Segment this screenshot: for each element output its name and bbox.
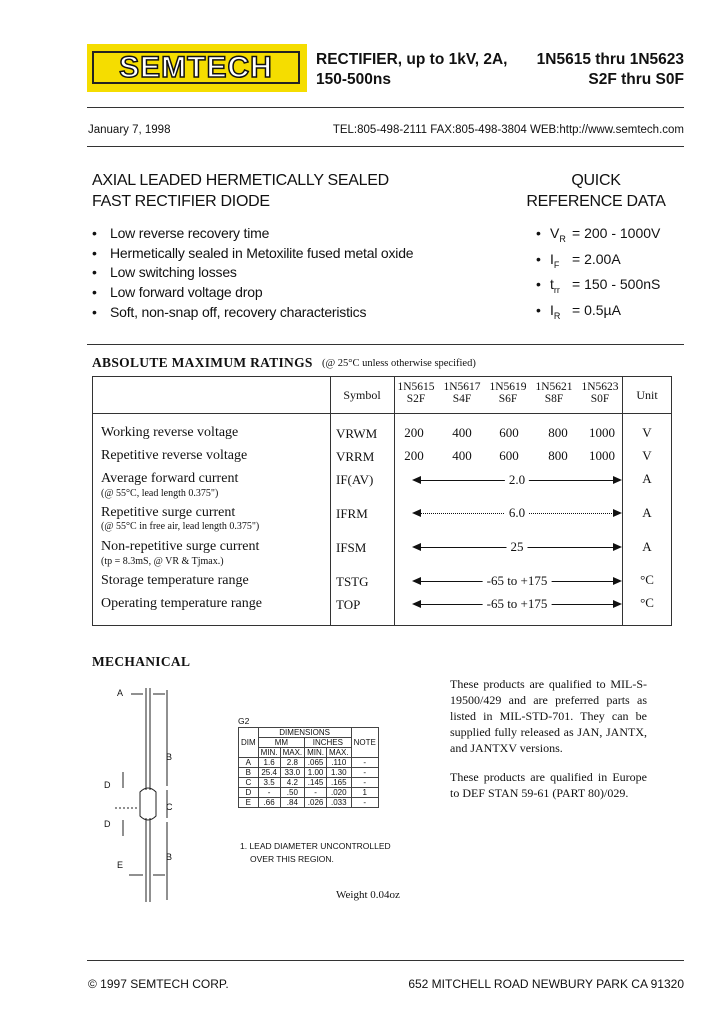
quick-reference-title [520, 170, 672, 212]
part-alias: S4F [452, 393, 472, 405]
table-cell: 3.5 [258, 778, 280, 788]
span-arrow [412, 573, 622, 589]
param-symbol: TSTG [336, 574, 369, 589]
part-number: 1N5619 [489, 381, 527, 393]
param-value: 1000 [589, 448, 615, 463]
company-address: 652 MITCHELL ROAD NEWBURY PARK CA 91320 [408, 977, 684, 991]
param-value: 200 [404, 448, 424, 463]
arrow-right-icon [613, 509, 622, 517]
table-cell: .165 [327, 778, 352, 788]
param-value: 200 [404, 425, 424, 440]
param-value: 800 [548, 448, 568, 463]
table-cell: 1 [351, 788, 378, 798]
table-cell: .033 [327, 798, 352, 808]
dim-label: B [166, 752, 173, 762]
table-cell: C [239, 778, 259, 788]
feature-item: • Low forward voltage drop [92, 283, 413, 303]
part-range-2: S2F thru S0F [588, 71, 684, 88]
description-line-1: AXIAL LEADED HERMETICALLY SEALED [92, 172, 389, 189]
param-condition: (tp = 8.3mS, @ VR & Tjmax.) [101, 556, 224, 567]
table-row [239, 788, 379, 798]
dimensions-table [238, 727, 379, 808]
table-cell: - [351, 758, 378, 768]
dim-label: D [104, 780, 111, 790]
quick-symbol: t [550, 276, 554, 292]
ratings-title: ABSOLUTE MAXIMUM RATINGS [92, 355, 313, 370]
part-range-1: 1N5615 thru 1N5623 [536, 51, 684, 68]
feature-item: • Low switching losses [92, 263, 413, 283]
part-alias: S0F [590, 393, 610, 405]
title-line-2: 150-500ns [316, 71, 391, 88]
param-value: 600 [499, 448, 519, 463]
quick-subscript: rr [553, 284, 560, 295]
quick-item [536, 250, 660, 276]
dim-label: C [166, 802, 173, 812]
min-header: MIN. [258, 748, 280, 758]
param-symbol: IFRM [336, 506, 368, 521]
dim-label: E [117, 860, 124, 870]
ratings-condition: (@ 25°C unless otherwise specified) [322, 358, 476, 369]
section-divider [87, 344, 684, 345]
note-line: OVER THIS REGION. [250, 854, 334, 864]
dim-header: DIM [239, 728, 259, 758]
table-row [239, 778, 379, 788]
inches-header: INCHES [305, 738, 351, 748]
span-arrow [412, 539, 622, 555]
param-label: Operating temperature range [101, 596, 262, 611]
param-unit: °C [640, 572, 654, 587]
span-value: 2.0 [505, 472, 529, 488]
quick-item [536, 224, 660, 250]
table-cell: .026 [305, 798, 327, 808]
table-cell: .66 [258, 798, 280, 808]
dim-label: D [104, 819, 111, 829]
quick-symbol: I [550, 250, 554, 267]
table-cell: 1.00 [305, 768, 327, 778]
part-number: 1N5615 [397, 381, 435, 393]
quick-reference-list [536, 224, 660, 326]
span-arrow [412, 505, 622, 521]
contact-info: TEL:805-498-2111 FAX:805-498-3804 WEB:http://www.semtech.com [332, 124, 684, 136]
europe-qualification-text: These products are qualified in Europe to DEF STAN 59-61 (PART 80)/029. [450, 770, 647, 800]
param-unit: A [642, 505, 652, 520]
table-cell: 1.6 [258, 758, 280, 768]
description-line-2: FAST RECTIFIER DIODE [92, 193, 270, 210]
arrow-left-icon [412, 476, 421, 484]
arrow-left-icon [412, 509, 421, 517]
table-cell: A [239, 758, 259, 768]
product-description [92, 170, 389, 212]
part-header [440, 381, 484, 405]
quick-subscript: F [553, 259, 560, 270]
table-cell: D [239, 788, 259, 798]
quick-value: = 200 - 1000V [572, 225, 661, 241]
param-unit: °C [640, 595, 654, 610]
copyright: © 1997 SEMTECH CORP. [88, 977, 229, 991]
part-header [532, 381, 576, 405]
table-cell: B [239, 768, 259, 778]
part-header [394, 381, 438, 405]
param-value: 1000 [589, 425, 615, 440]
span-value: -65 to +175 [483, 573, 552, 589]
table-cell: 33.0 [280, 768, 305, 778]
span-value: 6.0 [505, 505, 529, 521]
part-header [486, 381, 530, 405]
part-header [578, 381, 622, 405]
param-value: 400 [452, 425, 472, 440]
param-symbol: VRWM [336, 426, 378, 441]
table-cell: .065 [305, 758, 327, 768]
quick-value: = 2.00A [572, 250, 621, 267]
table-row [239, 768, 379, 778]
table-row [239, 798, 379, 808]
table-cell: 4.2 [280, 778, 305, 788]
dim-label: B [166, 852, 173, 862]
param-symbol: TOP [336, 597, 361, 612]
part-number: 1N5617 [443, 381, 481, 393]
param-label: Storage temperature range [101, 573, 249, 588]
arrow-right-icon [613, 543, 622, 551]
quick-subscript: R [559, 233, 566, 244]
package-weight: Weight 0.04oz [336, 889, 400, 901]
quick-value: = 150 - 500nS [572, 276, 661, 292]
table-row [239, 728, 379, 738]
document-title [316, 50, 508, 90]
part-number: 1N5623 [581, 381, 619, 393]
header-divider [87, 107, 684, 108]
arrow-left-icon [412, 577, 421, 585]
param-unit: V [642, 425, 652, 440]
quick-item [536, 275, 660, 301]
dimensions-header: DIMENSIONS [258, 728, 351, 738]
param-label: Repetitive reverse voltage [101, 448, 248, 463]
package-code: G2 [238, 716, 250, 726]
quick-value: = 0.5µA [572, 301, 621, 318]
qualification-text: These products are qualified to MIL-S-19500/429 and are preferred parts as listed in MIL-STD-701. They can be supplied fully released as JAN, JANTX, and JANTXV versions. [450, 677, 647, 755]
table-row [239, 758, 379, 768]
table-cell: - [351, 768, 378, 778]
table-cell: 25.4 [258, 768, 280, 778]
table-cell: .50 [280, 788, 305, 798]
symbol-header: Symbol [343, 388, 381, 402]
span-value: 25 [507, 539, 528, 555]
param-symbol: IF(AV) [336, 472, 374, 487]
param-label: Working reverse voltage [101, 425, 239, 440]
quick-title-line-2: REFERENCE DATA [526, 193, 666, 210]
table-cell: E [239, 798, 259, 808]
table-cell: - [305, 788, 327, 798]
mechanical-title: MECHANICAL [92, 654, 191, 669]
package-outline-drawing [95, 680, 205, 905]
param-condition: (@ 55°C, lead length 0.375") [101, 488, 219, 499]
unit-header: Unit [636, 388, 658, 402]
param-label: Average forward current [101, 471, 239, 486]
param-unit: A [642, 471, 652, 486]
table-cell: .020 [327, 788, 352, 798]
title-line-1: RECTIFIER, up to 1kV, 2A, [316, 51, 508, 68]
max-header: MAX. [280, 748, 305, 758]
mm-header: MM [258, 738, 304, 748]
feature-item: • Low reverse recovery time [92, 224, 413, 244]
part-numbers [534, 50, 684, 90]
min-header: MIN. [305, 748, 327, 758]
part-number: 1N5621 [535, 381, 573, 393]
feature-item: • Hermetically sealed in Metoxilite fused metal oxide [92, 244, 413, 264]
part-alias: S2F [406, 393, 426, 405]
part-alias: S8F [544, 393, 564, 405]
arrow-right-icon [613, 577, 622, 585]
table-cell: 1.30 [327, 768, 352, 778]
arrow-left-icon [412, 600, 421, 608]
table-cell: .84 [280, 798, 305, 808]
logo-text: SEMTECH [119, 50, 273, 84]
feature-list [92, 224, 413, 323]
document-date: January 7, 1998 [88, 124, 171, 136]
table-header-divider [92, 413, 672, 414]
part-alias: S6F [498, 393, 518, 405]
arrow-right-icon [613, 600, 622, 608]
semtech-logo [92, 51, 300, 84]
max-header: MAX. [327, 748, 352, 758]
note-header: NOTE [351, 728, 378, 758]
param-label: Repetitive surge current [101, 505, 236, 520]
param-unit: V [642, 448, 652, 463]
param-value: 800 [548, 425, 568, 440]
quick-item [536, 301, 660, 327]
quick-subscript: R [553, 310, 561, 321]
quick-symbol: V [550, 225, 560, 241]
note-line: 1. LEAD DIAMETER UNCONTROLLED [240, 841, 391, 851]
span-value: -65 to +175 [483, 596, 552, 612]
feature-item: • Soft, non-snap off, recovery characteristics [92, 303, 413, 323]
table-cell: - [351, 778, 378, 788]
table-cell: - [258, 788, 280, 798]
footer-divider [87, 960, 684, 961]
param-label: Non-repetitive surge current [101, 539, 260, 554]
span-arrow [412, 472, 622, 488]
quick-title-line-1: QUICK [571, 172, 621, 189]
param-unit: A [642, 539, 652, 554]
param-symbol: IFSM [336, 540, 367, 555]
param-symbol: VRRM [336, 449, 375, 464]
quick-symbol: I [550, 301, 554, 318]
table-cell: 2.8 [280, 758, 305, 768]
arrow-right-icon [613, 476, 622, 484]
span-arrow [412, 596, 622, 612]
contact-divider [87, 146, 684, 147]
table-cell: .110 [327, 758, 352, 768]
param-value: 600 [499, 425, 519, 440]
lead-diameter-note [240, 840, 391, 866]
param-condition: (@ 55°C in free air, lead length 0.375") [101, 521, 260, 532]
arrow-left-icon [412, 543, 421, 551]
table-cell: .145 [305, 778, 327, 788]
dim-label: A [117, 688, 124, 698]
param-value: 400 [452, 448, 472, 463]
table-cell: - [351, 798, 378, 808]
